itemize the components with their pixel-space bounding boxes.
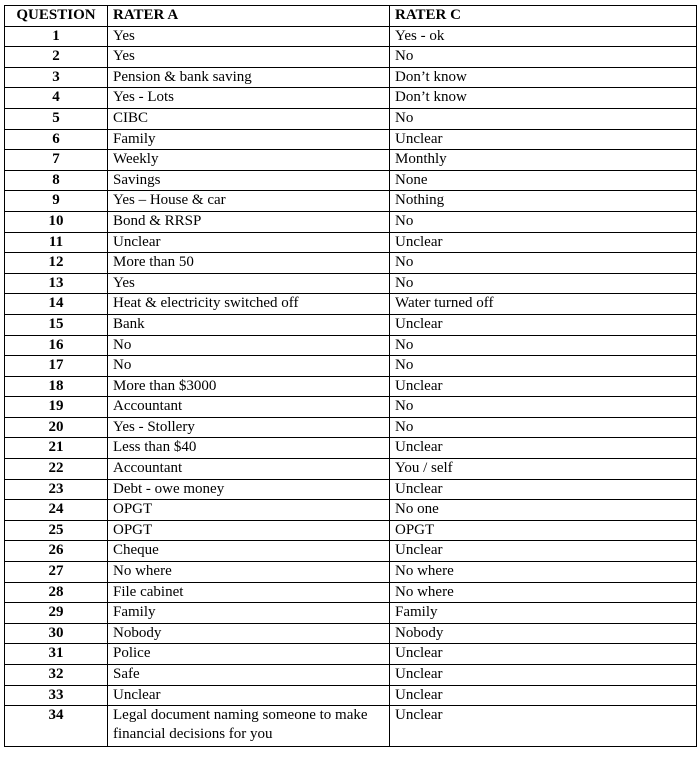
table-body [5,26,697,747]
rater-c-cell: Unclear [390,129,697,150]
rater-c-cell: No [390,273,697,294]
table-row [5,562,697,583]
table-row [5,67,697,88]
rater-c-cell: Don’t know [390,67,697,88]
table-row [5,500,697,521]
table-row [5,150,697,171]
question-cell: 15 [5,314,108,335]
question-cell: 10 [5,211,108,232]
question-cell: 33 [5,685,108,706]
rater-a-cell: Yes [108,273,390,294]
question-cell: 30 [5,623,108,644]
rater-c-cell: Unclear [390,314,697,335]
question-cell: 17 [5,356,108,377]
question-cell: 27 [5,562,108,583]
rater-c-cell: Unclear [390,685,697,706]
question-cell: 20 [5,417,108,438]
rater-a-cell: Nobody [108,623,390,644]
question-cell: 7 [5,150,108,171]
question-cell: 26 [5,541,108,562]
question-cell: 23 [5,479,108,500]
table-row [5,253,697,274]
rater-a-cell: Savings [108,170,390,191]
question-cell: 9 [5,191,108,212]
rater-a-cell: File cabinet [108,582,390,603]
rater-c-cell: Nobody [390,623,697,644]
rater-a-cell: Family [108,129,390,150]
rater-c-cell: No where [390,582,697,603]
rater-c-cell: No [390,108,697,129]
rater-c-cell: Water turned off [390,294,697,315]
question-cell: 19 [5,397,108,418]
rater-c-cell: OPGT [390,520,697,541]
rater-a-cell: OPGT [108,520,390,541]
rater-a-cell: No where [108,562,390,583]
rater-a-cell: No [108,356,390,377]
rater-a-cell: Unclear [108,685,390,706]
rater-c-cell: No [390,47,697,68]
rater-c-cell: No [390,397,697,418]
question-cell: 11 [5,232,108,253]
table-row [5,129,697,150]
table-row [5,397,697,418]
table-row [5,417,697,438]
table-row [5,191,697,212]
question-cell: 8 [5,170,108,191]
question-cell: 29 [5,603,108,624]
question-cell: 4 [5,88,108,109]
rater-a-cell: Safe [108,665,390,686]
rater-a-cell: Pension & bank saving [108,67,390,88]
rater-a-cell: Bond & RRSP [108,211,390,232]
table-row [5,603,697,624]
table-row [5,541,697,562]
rater-a-cell: No [108,335,390,356]
rater-a-cell: Accountant [108,459,390,480]
question-cell: 14 [5,294,108,315]
table-row [5,26,697,47]
table-row [5,211,697,232]
table-row [5,582,697,603]
header-rater-c: RATER C [390,6,697,27]
rater-c-cell: Nothing [390,191,697,212]
rater-c-cell: None [390,170,697,191]
rater-c-cell: No [390,417,697,438]
table-row [5,170,697,191]
table-row [5,108,697,129]
rater-a-cell: Yes [108,47,390,68]
question-cell: 3 [5,67,108,88]
header-row [5,6,697,27]
rater-c-cell: No [390,253,697,274]
rater-c-cell: Family [390,603,697,624]
question-cell: 6 [5,129,108,150]
table-row [5,665,697,686]
rater-a-cell: Yes – House & car [108,191,390,212]
rater-c-cell: No where [390,562,697,583]
rater-a-cell: Police [108,644,390,665]
rater-a-cell: Cheque [108,541,390,562]
question-cell: 13 [5,273,108,294]
table-row [5,47,697,68]
table-row [5,356,697,377]
question-cell: 12 [5,253,108,274]
rater-c-cell: Unclear [390,438,697,459]
table-row [5,376,697,397]
rater-c-cell: Unclear [390,706,697,747]
table-row [5,623,697,644]
rater-c-cell: Unclear [390,376,697,397]
rater-a-cell: CIBC [108,108,390,129]
table-row [5,273,697,294]
table-row [5,314,697,335]
table-row [5,335,697,356]
rater-c-cell: You / self [390,459,697,480]
rater-c-cell: Don’t know [390,88,697,109]
rater-c-cell: Unclear [390,644,697,665]
rater-a-cell: OPGT [108,500,390,521]
rater-a-cell: Weekly [108,150,390,171]
rater-a-cell: Accountant [108,397,390,418]
table-row [5,479,697,500]
rater-a-cell: Unclear [108,232,390,253]
rater-c-cell: Yes - ok [390,26,697,47]
question-cell: 28 [5,582,108,603]
rater-a-cell: Debt - owe money [108,479,390,500]
table-row [5,706,697,747]
table-row [5,459,697,480]
rater-comparison-table [4,5,697,747]
question-cell: 18 [5,376,108,397]
rater-c-cell: Monthly [390,150,697,171]
rater-c-cell: No one [390,500,697,521]
question-cell: 16 [5,335,108,356]
question-cell: 5 [5,108,108,129]
question-cell: 31 [5,644,108,665]
header-question: QUESTION [5,6,108,27]
question-cell: 34 [5,706,108,747]
rater-a-cell: Bank [108,314,390,335]
table-row [5,520,697,541]
rater-a-cell: Yes - Stollery [108,417,390,438]
rater-a-cell: Legal document naming someone to make financial decisions for you [108,706,390,747]
question-cell: 2 [5,47,108,68]
rater-a-cell: Less than $40 [108,438,390,459]
rater-c-cell: Unclear [390,665,697,686]
table-row [5,232,697,253]
question-cell: 21 [5,438,108,459]
rater-c-cell: No [390,356,697,377]
rater-a-cell: Yes [108,26,390,47]
rater-c-cell: Unclear [390,232,697,253]
rater-a-cell: Heat & electricity switched off [108,294,390,315]
rater-c-cell: Unclear [390,541,697,562]
rater-a-cell: Yes - Lots [108,88,390,109]
question-cell: 32 [5,665,108,686]
question-cell: 24 [5,500,108,521]
rater-a-cell: Family [108,603,390,624]
rater-c-cell: No [390,211,697,232]
table-row [5,685,697,706]
rater-a-cell: More than $3000 [108,376,390,397]
rater-a-cell: More than 50 [108,253,390,274]
table-row [5,88,697,109]
rater-c-cell: Unclear [390,479,697,500]
header-rater-a: RATER A [108,6,390,27]
table-row [5,294,697,315]
question-cell: 25 [5,520,108,541]
table-row [5,644,697,665]
question-cell: 1 [5,26,108,47]
rater-c-cell: No [390,335,697,356]
question-cell: 22 [5,459,108,480]
table-row [5,438,697,459]
